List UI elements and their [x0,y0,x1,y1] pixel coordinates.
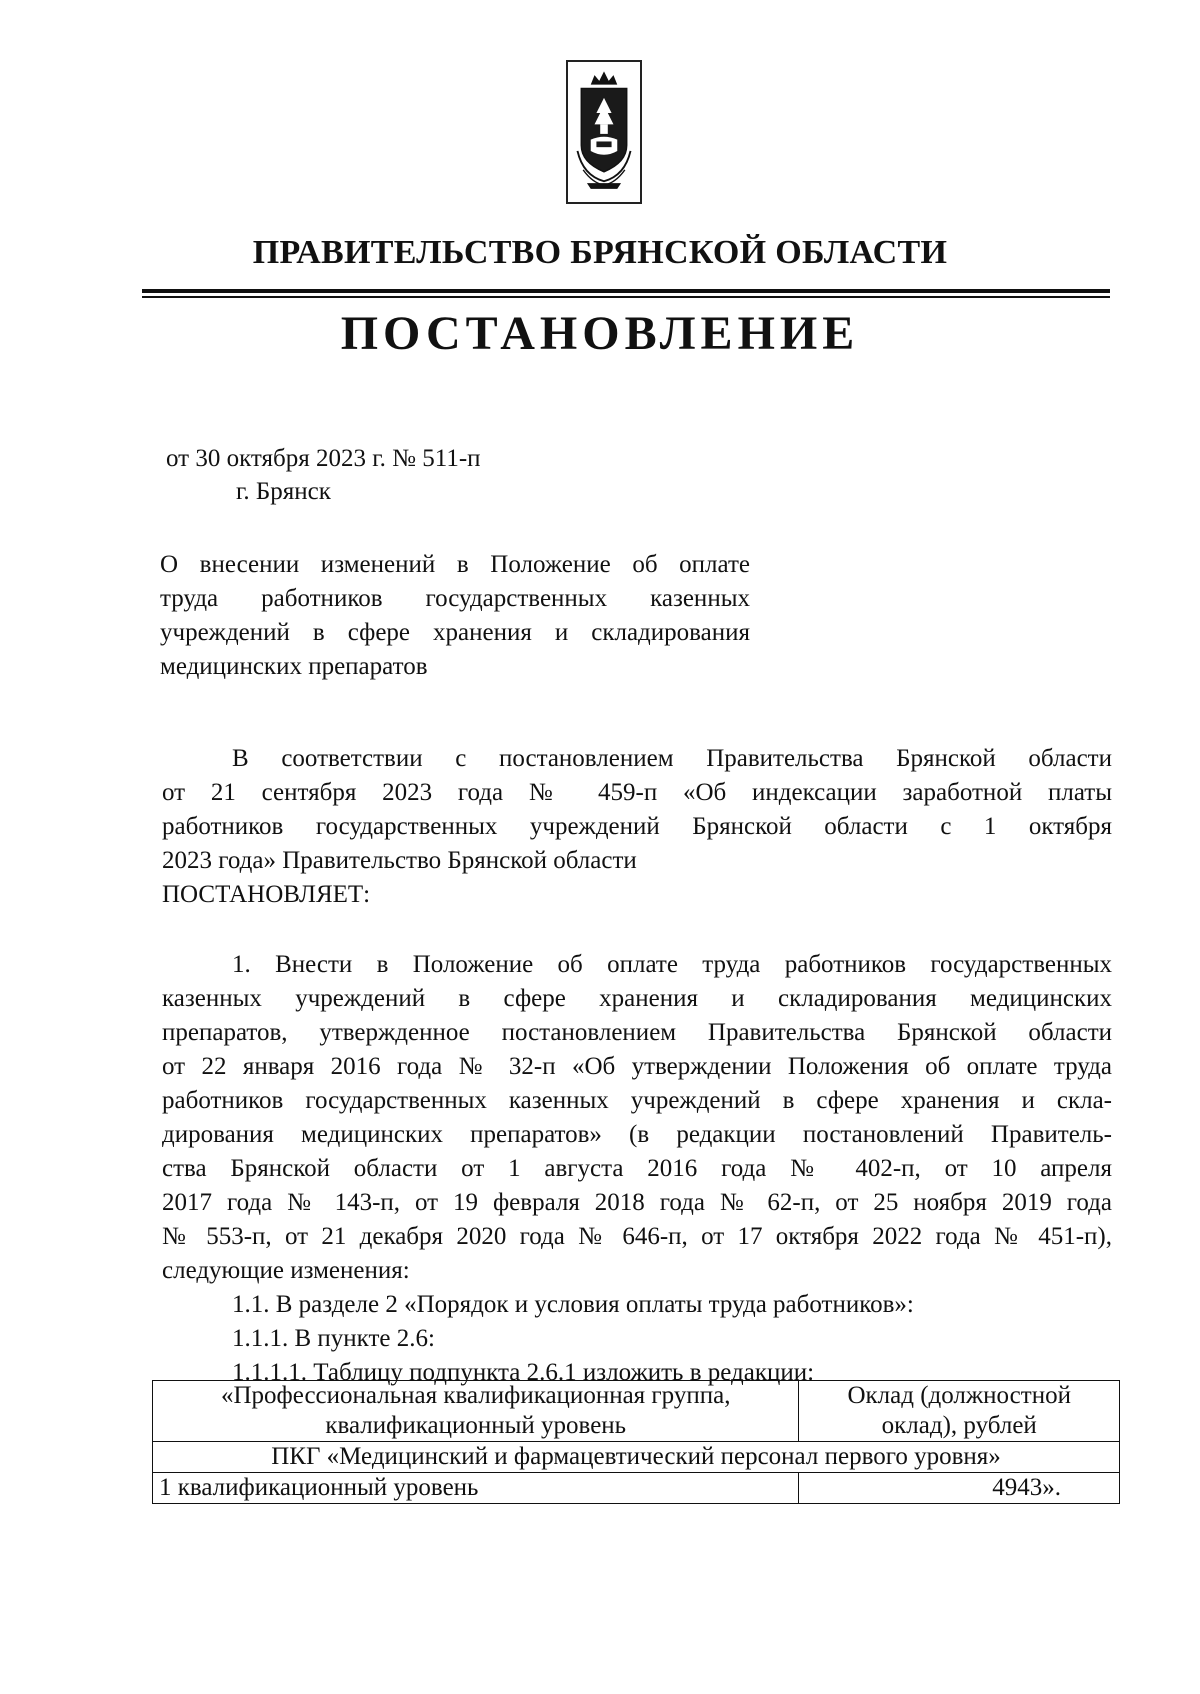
coat-of-arms-emblem [566,60,642,204]
clause-line: № 553-п, от 21 декабря 2020 года № 646-п, от 17 октября 2022 года № 451-п), [162,1223,1112,1250]
clause-line: от 22 января 2016 года № 32-п «Об утверждении Положения об оплате труда [162,1053,1112,1080]
header-text: Оклад (должностной [847,1382,1071,1409]
subject-line: О внесении изменений в Положение об оплате [160,551,750,578]
table-header-row [153,1381,1120,1442]
clause-line: 2017 года № 143-п, от 19 февраля 2018 года № 62-п, от 25 ноября 2019 года [162,1189,1112,1216]
subclause-1-1-1: 1.1.1. В пункте 2.6: [232,1325,435,1352]
header-text: оклад), рублей [881,1412,1037,1439]
clause-line: работников государственных казенных учреждений в сфере хранения и скла- [162,1087,1112,1114]
salary-table [152,1380,1120,1504]
preamble [162,742,1112,912]
preamble-line: работников государственных учреждений Брянской области с 1 октября [162,813,1112,840]
table-group-row [153,1442,1120,1473]
clause-line: казенных учреждений в сфере хранения и складирования медицинских [162,985,1112,1012]
header-rule-thick [142,289,1110,293]
clause-line: дирования медицинских препаратов» (в редакции постановлений Правитель- [162,1121,1112,1148]
city: г. Брянск [236,478,331,505]
subject-line: труда работников государственных казенных [160,585,750,612]
clause-1 [162,948,1112,1390]
table-header-cell [153,1381,799,1442]
authority-title: ПРАВИТЕЛЬСТВО БРЯНСКОЙ ОБЛАСТИ [252,234,948,271]
subject-line: учреждений в сфере хранения и складирования [160,619,750,646]
date-and-number: от 30 октября 2023 г. № 511-п [166,445,481,472]
salary-cell: 4943». [799,1473,1120,1504]
subclause-1-1-1-1: 1.1.1.1. Таблицу подпункта 2.6.1 изложить в редакции: [232,1359,815,1386]
document-subject [160,548,750,684]
coat-of-arms-icon [568,62,640,202]
header-text: «Профессиональная квалификационная группа, [220,1382,731,1409]
table-row [153,1473,1120,1504]
level-cell: 1 квалификационный уровень [153,1473,799,1504]
preamble-line: 2023 года» Правительство Брянской области [162,847,637,874]
preamble-line: от 21 сентября 2023 года № 459-п «Об индексации заработной платы [162,779,1112,806]
clause-line: ства Брянской области от 1 августа 2016 года № 402-п, от 10 апреля [162,1155,1112,1182]
header-rule-thin [142,296,1110,298]
header-text: квалификационный уровень [325,1412,627,1439]
subclause-1-1: 1.1. В разделе 2 «Порядок и условия оплаты труда работников»: [232,1291,914,1318]
clause-line: препаратов, утвержденное постановлением Правительства Брянской области [162,1019,1112,1046]
preamble-line: В соответствии с постановлением Правительства Брянской области [232,745,1112,772]
subject-line: медицинских препаратов [160,653,428,680]
table-header-cell [799,1381,1120,1442]
clause-line: следующие изменения: [162,1257,410,1284]
preamble-line: ПОСТАНОВЛЯЕТ: [162,881,371,908]
clause-line: 1. Внести в Положение об оплате труда работников государственных [232,951,1112,978]
group-cell: ПКГ «Медицинский и фармацевтический персонал первого уровня» [153,1442,1120,1473]
document-type-title: ПОСТАНОВЛЕНИЕ [340,307,860,360]
